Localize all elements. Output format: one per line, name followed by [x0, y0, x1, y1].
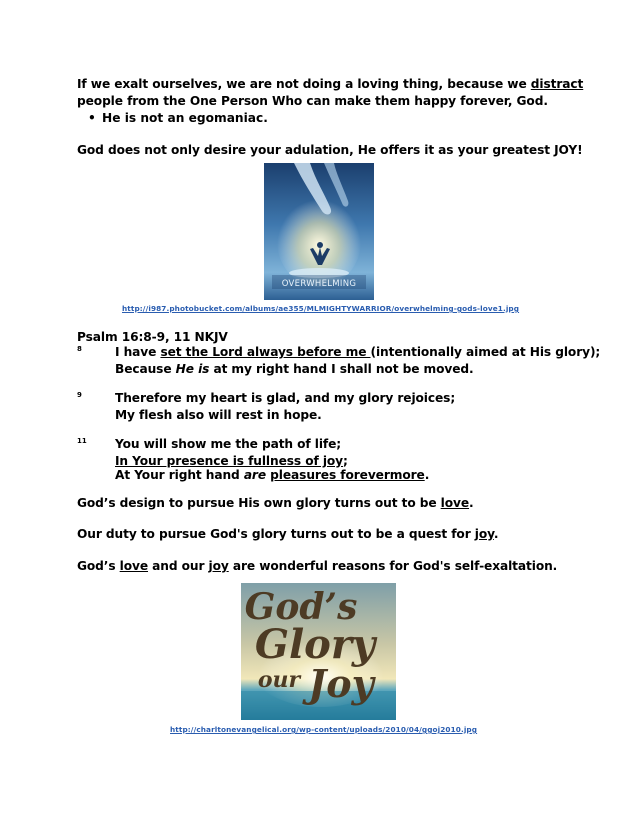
verse-text: Because — [115, 362, 176, 376]
underlined-phrase: pleasures forevermore — [270, 468, 425, 482]
title-word-gods: God’s — [244, 586, 358, 628]
verse8-line2 — [115, 361, 474, 378]
underlined-phrase: In Your presence is fullness of joy — [115, 454, 344, 468]
overwhelming-illustration — [264, 163, 374, 300]
verse-text: at my right hand I shall not be moved. — [209, 362, 474, 376]
gods-glory-illustration — [241, 583, 396, 720]
bullet-text: He is not an egomaniac. — [102, 111, 268, 125]
bullet-dot-icon: • — [88, 111, 96, 125]
paragraph-exalt-line1 — [77, 76, 583, 93]
statement-text: . — [493, 527, 499, 541]
statement-self-exaltation — [77, 558, 557, 575]
verse-number-11: 11 — [77, 437, 87, 445]
psalm-reference: Psalm 16:8-9, 11 NKJV — [77, 330, 228, 344]
gods-glory-our-joy-image — [241, 583, 396, 720]
verse9-line2: My flesh also will rest in hope. — [115, 408, 322, 422]
image2-source-link[interactable]: http://charltonevangelical.org/wp-content/uploads/2010/04/ggoj2010.jpg — [170, 725, 478, 734]
verse8-line1 — [115, 344, 600, 361]
verse11-line1: You will show me the path of life; — [115, 437, 342, 451]
verse9-line1: Therefore my heart is glad, and my glory rejoices; — [115, 391, 456, 405]
overwhelming-caption: OVERWHELMING — [281, 279, 357, 289]
verse-text: At Your right hand — [115, 468, 244, 482]
title-word-glory: Glory — [254, 621, 376, 668]
paragraph-text: If we exalt ourselves, we are not doing a loving thing, because we — [77, 77, 531, 91]
statement-joy — [77, 526, 498, 543]
underlined-word: joy — [474, 527, 494, 541]
italic-word: are — [243, 468, 267, 482]
title-word-our: our — [257, 667, 301, 693]
statement-text: Our duty to pursue God's glory turns out to be a quest for — [77, 527, 475, 541]
underlined-phrase: set the Lord always before me — [160, 345, 371, 359]
verse-text: I have — [115, 345, 161, 359]
statement-text: God’s design to pursue His own glory turns out to be — [77, 496, 441, 510]
underlined-word: love — [119, 559, 149, 573]
bullet-item — [88, 110, 268, 127]
paragraph-exalt-line2: people from the One Person Who can make them happy forever, God. — [77, 94, 548, 108]
verse-number-9: 9 — [77, 391, 82, 399]
verse-text: (intentionally aimed at His glory); — [370, 345, 601, 359]
title-word-joy: Joy — [308, 661, 374, 706]
underlined-word: joy — [208, 559, 229, 573]
italic-phrase: He is — [175, 362, 210, 376]
statement-love — [77, 495, 474, 512]
paragraph-joy: God does not only desire your adulation, He offers it as your greatest JOY! — [77, 143, 583, 157]
statement-text: God’s — [77, 559, 120, 573]
verse-number-8: 8 — [77, 345, 82, 353]
statement-text: are wonderful reasons for God's self-exaltation. — [228, 559, 558, 573]
underlined-word-distract: distract — [530, 77, 584, 91]
verse-text: . — [424, 468, 430, 482]
underlined-word: love — [440, 496, 470, 510]
statement-text: . — [469, 496, 474, 510]
image1-source-link[interactable]: http://i987.photobucket.com/albums/ae355/MLMIGHTYWARRIOR/overwhelming-gods-love1.jpg — [122, 304, 520, 313]
verse-text: ; — [343, 454, 348, 468]
overwhelming-image — [264, 163, 374, 300]
statement-text: and our — [148, 559, 209, 573]
verse11-line3 — [115, 467, 429, 484]
